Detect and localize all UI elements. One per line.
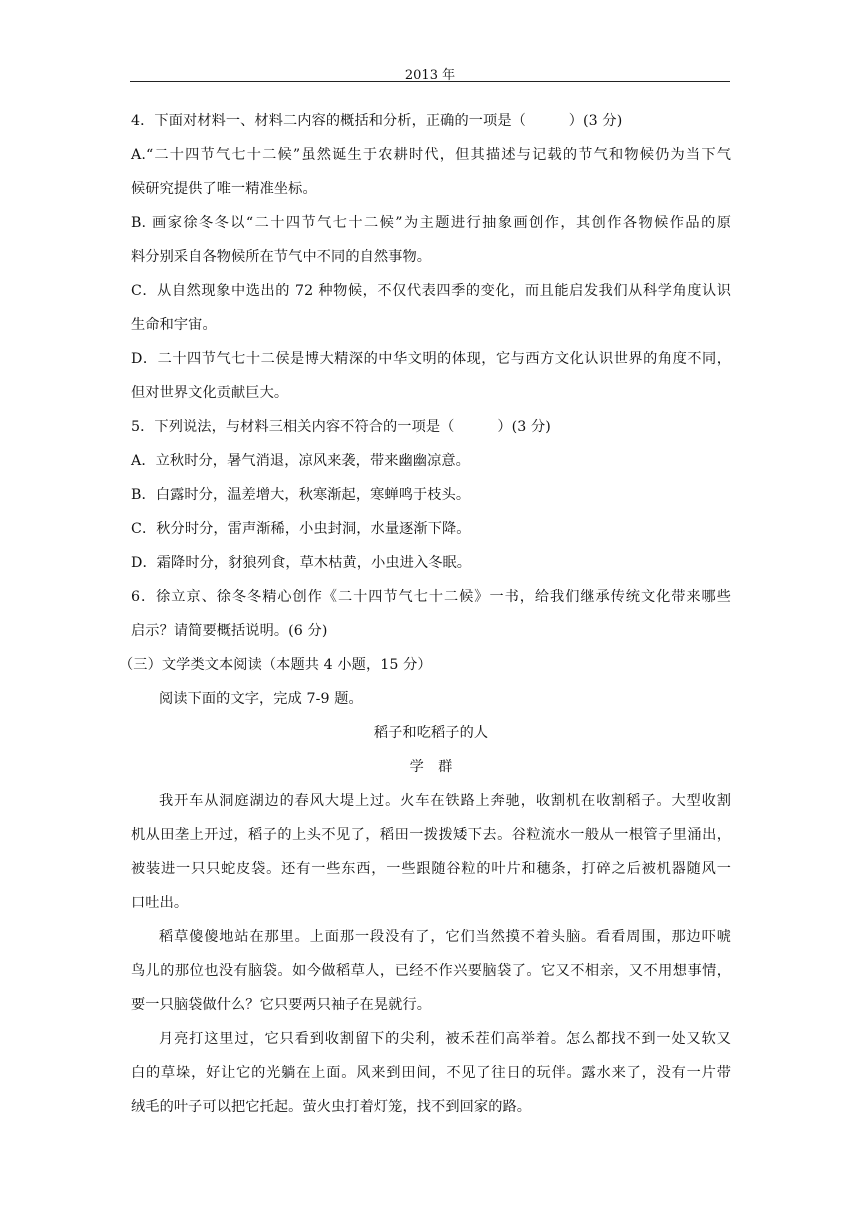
- page-header: 2013 年: [404, 68, 456, 83]
- q6-line-1: 6．徐立京、徐冬冬精心创作《二十四节气七十二候》一书，给我们继承传统文化带来哪些: [131, 589, 731, 605]
- article-p3-line-3: 绒毛的叶子可以把它托起。萤火虫打着灯笼，找不到回家的路。: [131, 1099, 532, 1115]
- q5-stem: 5．下列说法，与材料三相关内容不符合的一项是（ ）(3 分): [131, 419, 551, 435]
- q4-option-a-line-2: 候研究提供了唯一精准坐标。: [131, 181, 317, 197]
- q4-option-d-line-2: 但对世界文化贡献巨大。: [131, 385, 289, 401]
- article-p2-line-3: 要一只脑袋做什么？它只要两只袖子在晃就行。: [131, 997, 432, 1013]
- q4-option-c-line-1: C．从自然现象中选出的 72 种物候，不仅代表四季的变化，而且能启发我们从科学角度认识: [131, 283, 731, 299]
- q4-option-b-line-1: B. 画家徐冬冬以“二十四节气七十二候”为主题进行抽象画创作，其创作各物候作品的原: [131, 215, 731, 231]
- q5-option-c: C．秋分时分，雷声渐稀，小虫封洞，水量逐渐下降。: [131, 521, 471, 537]
- article-title: 稻子和吃稻子的人: [373, 725, 489, 741]
- q5-option-b: B．白露时分，温差增大，秋寒渐起，寒蝉鸣于枝头。: [131, 487, 471, 503]
- q4-option-b-line-2: 料分别采自各物候所在节气中不同的自然事物。: [131, 249, 432, 265]
- article-p1-line-4: 口吐出。: [131, 895, 189, 911]
- article-p3-line-1: 月亮打这里过，它只看到收割留下的尖利，被禾茬们高举着。怎么都找不到一处又软又: [159, 1031, 731, 1047]
- section-instruction: 阅读下面的文字，完成 7-9 题。: [159, 691, 363, 707]
- article-p2-line-1: 稻草傻傻地站在那里。上面那一段没有了，它们当然摸不着头脑。看看周围，那边吓唬: [159, 929, 731, 945]
- section-heading: （三）文学类文本阅读（本题共 4 小题，15 分）: [119, 657, 432, 673]
- header-rule: [130, 81, 730, 82]
- article-author: 学 群: [409, 759, 453, 775]
- q4-stem: 4．下面对材料一、材料二内容的概括和分析，正确的一项是（ ）(3 分): [131, 113, 623, 129]
- article-p1-line-2: 机从田垄上开过，稻子的上头不见了，稻田一拨拨矮下去。谷粒流水一般从一根管子里涌出，: [131, 827, 731, 843]
- q6-line-2: 启示？请简要概括说明。(6 分): [131, 623, 328, 639]
- q4-option-d-line-1: D．二十四节气七十二侯是博大精深的中华文明的体现，它与西方文化认识世界的角度不同，: [131, 351, 731, 367]
- q5-option-d: D．霜降时分，豺狼列食，草木枯黄，小虫进入冬眠。: [131, 555, 472, 571]
- q4-option-c-line-2: 生命和宇宙。: [131, 317, 217, 333]
- document-body: [119, 108, 731, 1128]
- article-p2-line-2: 鸟儿的那位也没有脑袋。如今做稻草人，已经不作兴要脑袋了。它又不相亲，又不用想事情，: [131, 963, 731, 979]
- article-p1-line-3: 被装进一只只蛇皮袋。还有一些东西，一些跟随谷粒的叶片和穗条，打碎之后被机器随风一: [131, 861, 731, 877]
- q4-option-a-line-1: A.“二十四节气七十二候”虽然诞生于农耕时代，但其描述与记载的节气和物候仍为当下气: [131, 147, 731, 163]
- article-p3-line-2: 白的草垛，好让它的光躺在上面。风来到田间，不见了往日的玩伴。露水来了，没有一片带: [131, 1065, 731, 1081]
- article-p1-line-1: 我开车从洞庭湖边的春风大堤上过。火车在铁路上奔驰，收割机在收割稻子。大型收割: [159, 793, 731, 809]
- q5-option-a: A．立秋时分，暑气消退，凉风来袭，带来幽幽凉意。: [131, 453, 470, 469]
